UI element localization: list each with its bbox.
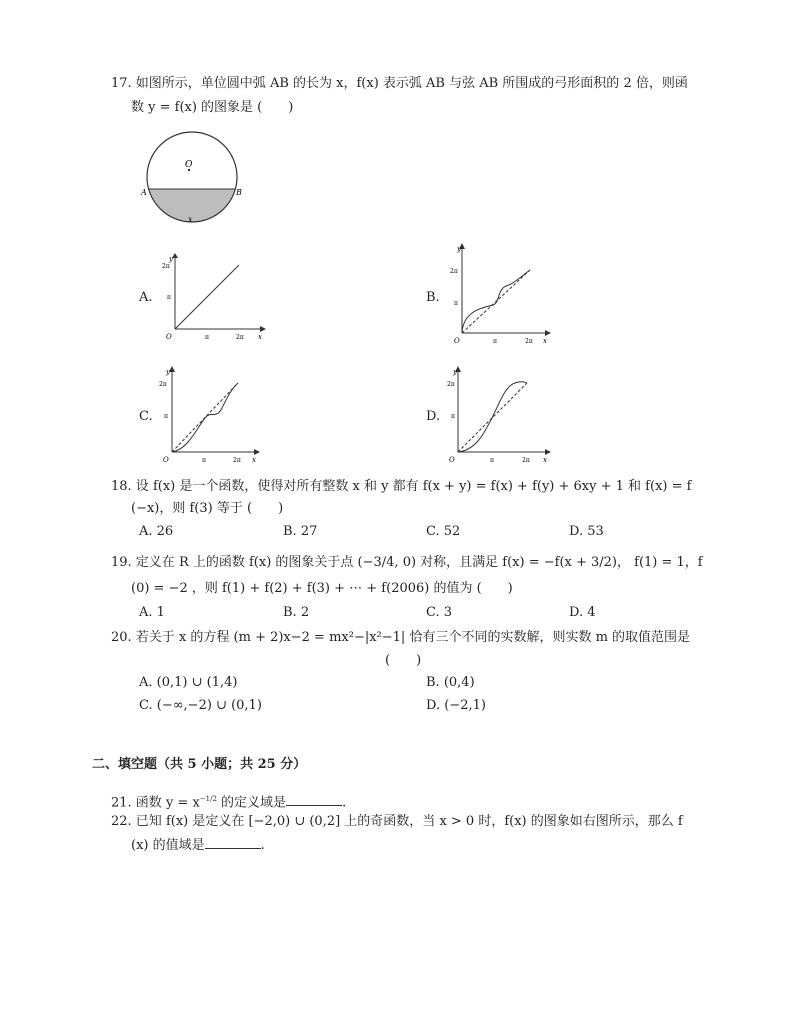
- svg-text:x: x: [543, 456, 547, 464]
- q17-option-b-graph: [449, 243, 559, 346]
- q20-text-line1: 20. 若关于 x 的方程 (m + 2)x−2 = mx²−|x²−1| 恰有三个不同的实数解，则实数 m 的取值范围是: [111, 630, 691, 645]
- svg-text:π: π: [202, 457, 206, 464]
- q17-option-a-graph: [160, 253, 270, 343]
- q20-option-a: A. (0,1) ∪ (1,4): [139, 675, 238, 690]
- q20-option-b: B. (0,4): [426, 675, 475, 690]
- svg-text:π: π: [454, 300, 458, 307]
- q22-end: .: [260, 838, 265, 853]
- svg-text:π: π: [164, 413, 168, 420]
- svg-text:π: π: [451, 413, 455, 420]
- svg-text:x: x: [252, 456, 256, 464]
- svg-text:2π: 2π: [525, 338, 533, 345]
- svg-text:2π: 2π: [447, 381, 455, 388]
- svg-text:2π: 2π: [159, 381, 167, 388]
- label-B: B: [236, 188, 242, 197]
- q19-option-b: B. 2: [283, 605, 310, 620]
- svg-text:x: x: [258, 333, 262, 341]
- svg-text:2π: 2π: [236, 334, 244, 341]
- q20-option-c: C. (−∞,−2) ∪ (0,1): [139, 698, 262, 713]
- label-A: A: [141, 188, 147, 197]
- q18-option-a: A. 26: [139, 524, 174, 539]
- svg-text:π: π: [167, 294, 171, 301]
- q18-option-d: D. 53: [569, 524, 604, 539]
- q22-prefix: (x) 的值域是: [131, 838, 205, 853]
- q17-option-d-graph: [447, 366, 557, 464]
- q20-text-line2: ( ): [385, 653, 422, 668]
- q19-option-a: A. 1: [139, 605, 165, 620]
- q17-text-line1: 17. 如图所示，单位圆中弧 AB 的长为 x，f(x) 表示弧 AB 与弦 AB 所围成的弓形面积的 2 倍，则函: [111, 76, 688, 91]
- svg-text:O: O: [163, 456, 169, 464]
- svg-text:y: y: [457, 245, 461, 253]
- q20-option-d: D. (−2,1): [426, 698, 486, 713]
- svg-text:O: O: [166, 333, 172, 341]
- q19-option-c: C. 3: [426, 605, 453, 620]
- q17-option-c-graph: [158, 366, 268, 464]
- q17-option-b-label: B.: [426, 290, 440, 305]
- label-x: x: [188, 215, 193, 224]
- q17-text-line2: 数 y = f(x) 的图象是 ( ): [131, 100, 294, 115]
- svg-text:y: y: [166, 368, 170, 376]
- q22-line2: [131, 836, 265, 855]
- svg-text:y: y: [453, 368, 457, 376]
- svg-text:x: x: [543, 337, 547, 345]
- svg-text:π: π: [490, 457, 494, 464]
- q18-text-line2: (−x)，则 f(3) 等于 ( ): [131, 501, 284, 516]
- q22-text-line1: 22. 已知 f(x) 是定义在 [−2,0) ∪ (0,2] 上的奇函数，当 x > 0 时，f(x) 的图象如右图所示，那么 f: [111, 814, 683, 829]
- svg-text:2π: 2π: [522, 457, 530, 464]
- q22-answer-blank[interactable]: [205, 836, 261, 849]
- q21-suffix: 的定义域是: [216, 795, 287, 811]
- q21-end: .: [342, 795, 347, 811]
- q21-prefix: 21. 函数 y = x: [111, 795, 200, 811]
- q17-option-d-label: D.: [426, 409, 441, 424]
- svg-text:2π: 2π: [450, 268, 458, 275]
- q19-text-line1: 19. 定义在 R 上的函数 f(x) 的图象关于点 (−3/4, 0) 对称，且满足 f(x) = −f(x + 3/2)， f(1) = 1，f: [111, 555, 703, 570]
- svg-text:O: O: [454, 337, 460, 345]
- svg-text:y: y: [169, 255, 173, 263]
- svg-text:π: π: [205, 334, 209, 341]
- q18-option-b: B. 27: [283, 524, 318, 539]
- section-title: 二、填空题（共 5 小题；共 25 分）: [92, 757, 307, 772]
- unit-circle-figure: [138, 125, 248, 230]
- q18-option-c: C. 52: [426, 524, 461, 539]
- q17-option-c-label: C.: [139, 409, 153, 424]
- svg-text:2π: 2π: [162, 263, 170, 270]
- q17-option-a-label: A.: [139, 290, 153, 305]
- label-O: O: [185, 160, 193, 170]
- q18-text-line1: 18. 设 f(x) 是一个函数，使得对所有整数 x 和 y 都有 f(x + y) = f(x) + f(y) + 6xy + 1 和 f(x) = f: [111, 479, 692, 494]
- svg-text:2π: 2π: [233, 457, 241, 464]
- svg-text:π: π: [493, 338, 497, 345]
- svg-text:O: O: [449, 456, 455, 464]
- q19-text-line2: (0) = −2 ，则 f(1) + f(2) + f(3) + ⋯ + f(2006) 的值为 ( ): [131, 581, 513, 596]
- q21-line: [111, 790, 346, 812]
- q19-option-d: D. 4: [569, 605, 596, 620]
- q21-exponent: −1/2: [199, 795, 217, 803]
- q21-answer-blank[interactable]: [286, 793, 342, 806]
